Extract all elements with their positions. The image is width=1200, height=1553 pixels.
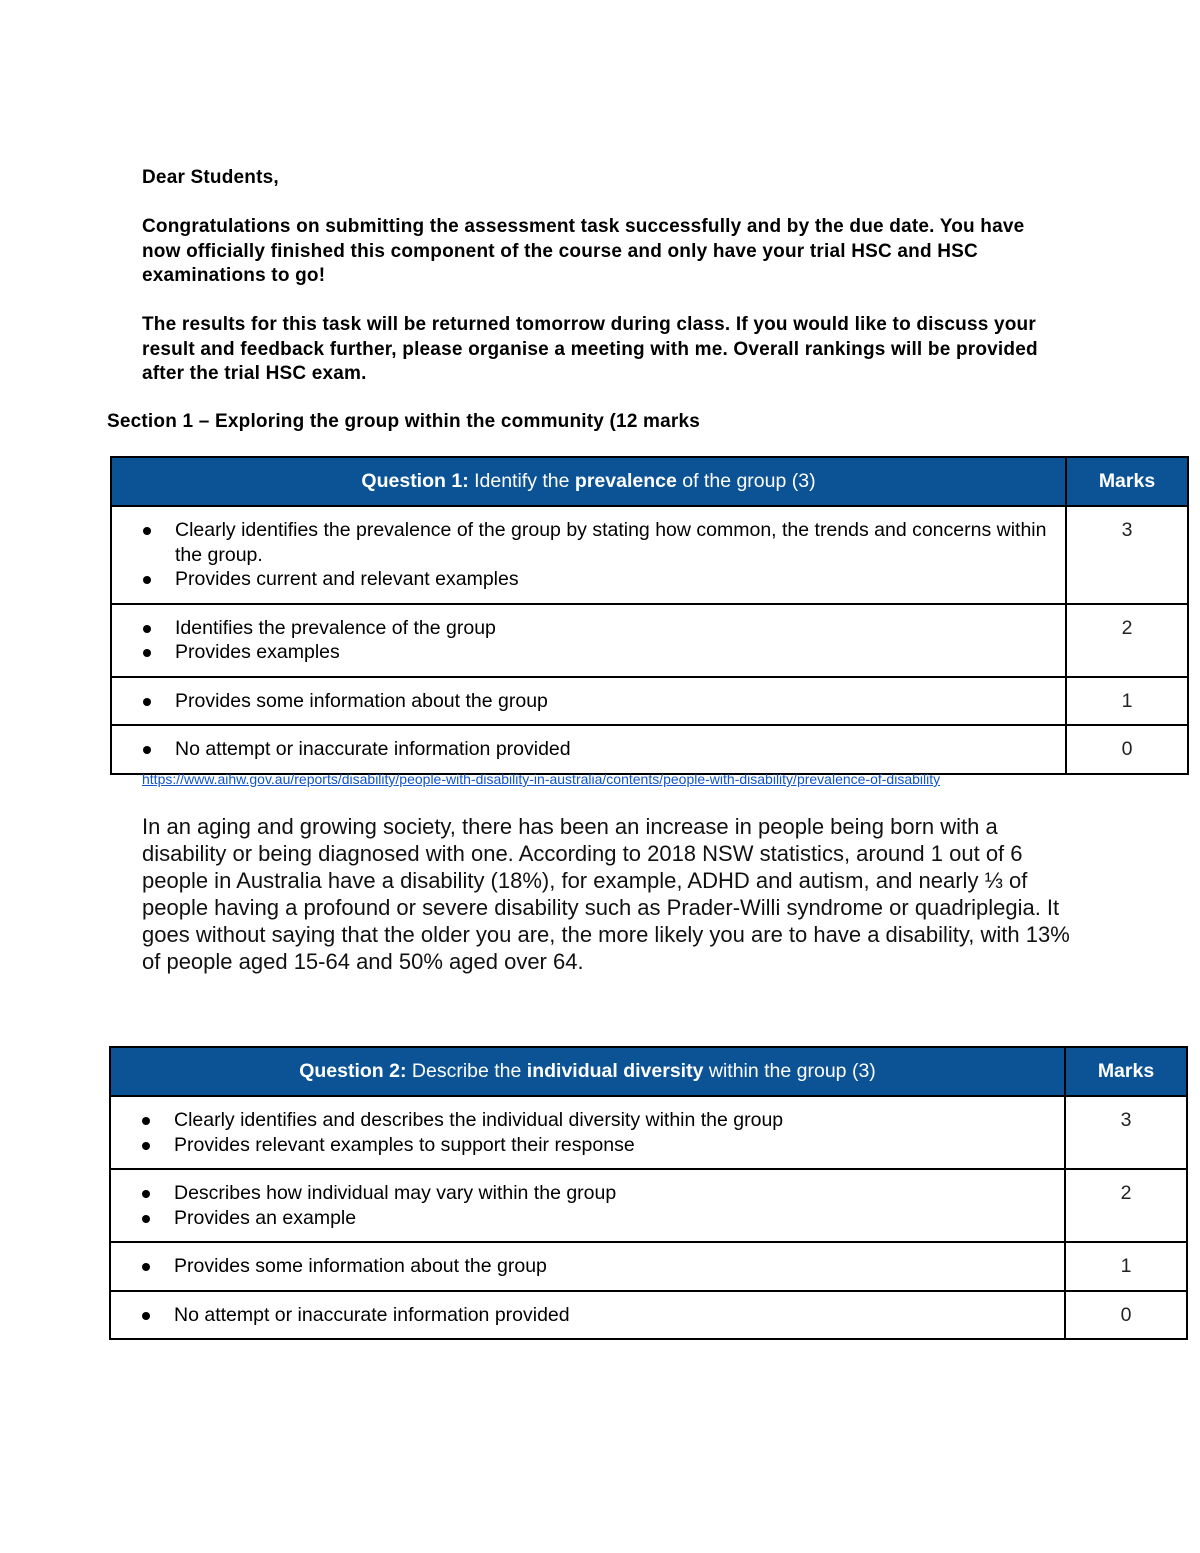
table-row — [111, 506, 1188, 604]
table-row — [110, 1169, 1187, 1242]
table-row — [111, 677, 1188, 726]
question-1-text-before: Identify the — [468, 470, 575, 493]
criteria-item: Describes how individual may vary within the group — [141, 1181, 1054, 1206]
mark-cell: 3 — [1066, 506, 1188, 604]
criteria-item: Provides examples — [142, 640, 1055, 665]
criteria-cell — [111, 677, 1066, 726]
question-1-marks-header: Marks — [1066, 457, 1188, 506]
mark-cell: 0 — [1066, 725, 1188, 774]
question-2-header — [110, 1047, 1065, 1096]
table-row — [111, 604, 1188, 677]
criteria-item: No attempt or inaccurate information provided — [141, 1303, 1054, 1328]
criteria-cell — [111, 604, 1066, 677]
criteria-item: Identifies the prevalence of the group — [142, 616, 1055, 641]
question-1-label: Question 1: — [361, 470, 469, 493]
mark-cell: 1 — [1066, 677, 1188, 726]
criteria-item: Clearly identifies and describes the individual diversity within the group — [141, 1108, 1054, 1133]
table-row — [110, 1291, 1187, 1340]
table-row — [110, 1096, 1187, 1169]
criteria-cell — [110, 1291, 1065, 1340]
criteria-item: Provides some information about the group — [142, 689, 1055, 714]
section-heading: Section 1 – Exploring the group within the community (12 marks — [107, 411, 701, 432]
letter-intro — [142, 166, 1042, 411]
criteria-item: Provides current and relevant examples — [142, 567, 1055, 592]
question-1-keyword: prevalence — [574, 470, 677, 493]
question-2-text-after: within the group (3) — [703, 1060, 876, 1083]
criteria-item: No attempt or inaccurate information provided — [142, 737, 1055, 762]
criteria-cell — [110, 1169, 1065, 1242]
greeting: Dear Students, — [142, 167, 279, 188]
criteria-item: Provides an example — [141, 1206, 1054, 1231]
question-2-label: Question 2: — [299, 1060, 407, 1083]
question-2-text-before: Describe the — [406, 1060, 527, 1083]
criteria-cell — [111, 506, 1066, 604]
table-row — [111, 725, 1188, 774]
criteria-cell — [111, 725, 1066, 774]
question-1-rubric-table — [110, 456, 1189, 775]
criteria-item: Provides relevant examples to support their response — [141, 1133, 1054, 1158]
letter-paragraph-1: Congratulations on submitting the assessment task successfully and by the due date. You have now officially finished this component of the course and only have your trial HSC and HSC examinations to go! — [142, 216, 1025, 286]
mark-cell: 2 — [1066, 604, 1188, 677]
table-row — [110, 1242, 1187, 1291]
letter-paragraph-2: The results for this task will be returned tomorrow during class. If you would like to discuss your result and feedback further, please organise a meeting with me. Overall rankings will be provided after the trial HSC exam. — [142, 314, 1038, 384]
mark-cell: 0 — [1065, 1291, 1187, 1340]
criteria-cell — [110, 1242, 1065, 1291]
question-2-rubric-table — [109, 1046, 1188, 1340]
question-2-keyword: individual diversity — [526, 1060, 704, 1083]
question-1-header — [111, 457, 1066, 506]
mark-cell: 2 — [1065, 1169, 1187, 1242]
question-1-text-after: of the group (3) — [676, 470, 816, 493]
mark-cell: 1 — [1065, 1242, 1187, 1291]
question-2-marks-header: Marks — [1065, 1047, 1187, 1096]
mark-cell: 3 — [1065, 1096, 1187, 1169]
source-link[interactable]: https://www.aihw.gov.au/reports/disability/people-with-disability-in-australia/contents/people-with-disability/prevalence-of-disability — [142, 771, 941, 787]
answer-paragraph: In an aging and growing society, there has been an increase in people being born with a disability or being diagnosed with one. According to 2018 NSW statistics, around 1 out of 6 people in Australia have a disability (18%), for example, ADHD and autism, and nearly ⅓ of people having a profound or severe disability such as Prader-Willi syndrome or quadriplegia. It goes without saying that the older you are, the more likely you are to have a disability, with 13% of people aged 15-64 and 50% aged over 64. — [142, 814, 1070, 974]
criteria-item: Clearly identifies the prevalence of the group by stating how common, the trends and concerns within the group. — [142, 518, 1055, 567]
criteria-cell — [110, 1096, 1065, 1169]
criteria-item: Provides some information about the group — [141, 1254, 1054, 1279]
